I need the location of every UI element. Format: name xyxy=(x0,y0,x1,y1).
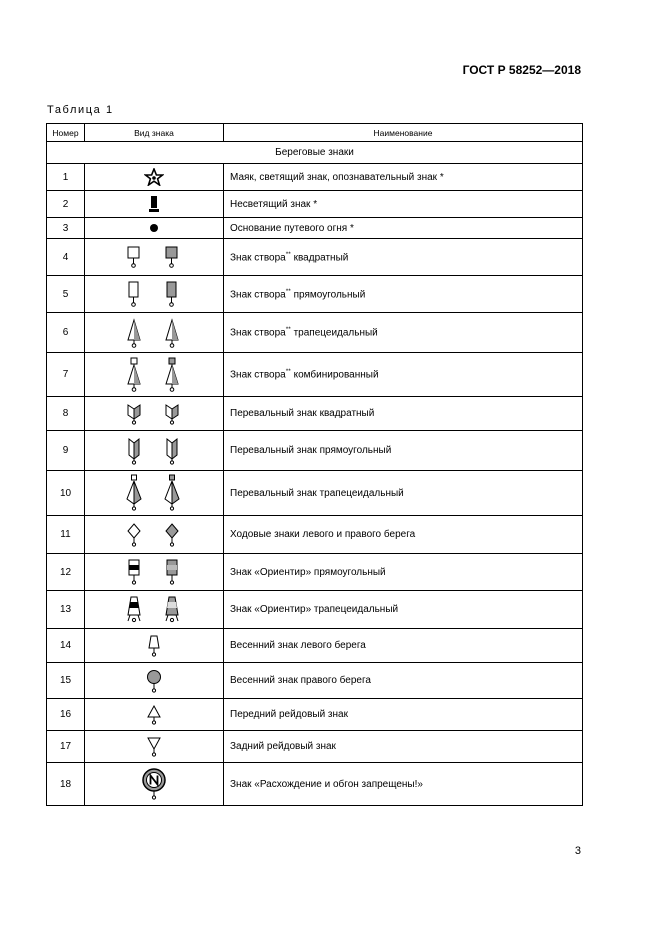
table-row xyxy=(47,218,583,239)
row-number: 4 xyxy=(47,239,85,276)
row-name: Знак створа** трапецеидальный xyxy=(224,313,583,353)
row-number: 10 xyxy=(47,471,85,516)
sign-cell xyxy=(85,471,224,516)
section-title: Береговые знаки xyxy=(47,142,583,164)
row-name: Перевальный знак квадратный xyxy=(224,397,583,431)
row-number: 15 xyxy=(47,663,85,699)
table-caption: Таблица 1 xyxy=(47,104,114,116)
table-row xyxy=(47,431,583,471)
standard-number: ГОСТ Р 58252—2018 xyxy=(462,63,581,77)
row-number: 17 xyxy=(47,731,85,763)
range-rect-sign-icon xyxy=(124,280,184,308)
sign-cell xyxy=(85,731,224,763)
sign-cell xyxy=(85,554,224,591)
range-combined-sign-icon xyxy=(124,357,184,393)
row-name: Ходовые знаки левого и правого берега xyxy=(224,516,583,554)
table-row xyxy=(47,164,583,191)
table-row xyxy=(47,191,583,218)
table-row xyxy=(47,591,583,629)
table-header-row xyxy=(47,124,583,142)
sign-cell xyxy=(85,397,224,431)
row-number: 2 xyxy=(47,191,85,218)
sign-cell xyxy=(85,431,224,471)
row-number: 16 xyxy=(47,699,85,731)
row-number: 12 xyxy=(47,554,85,591)
sign-cell xyxy=(85,516,224,554)
row-name: Передний рейдовый знак xyxy=(224,699,583,731)
row-number: 18 xyxy=(47,763,85,806)
table-row xyxy=(47,516,583,554)
star-sign-icon xyxy=(144,168,164,186)
sign-cell xyxy=(85,663,224,699)
sign-cell xyxy=(85,763,224,806)
rear-roadstead-sign-icon xyxy=(144,736,164,758)
sign-cell xyxy=(85,591,224,629)
col-number: Номер xyxy=(47,124,85,142)
table-row xyxy=(47,313,583,353)
sign-cell xyxy=(85,353,224,397)
table-row xyxy=(47,699,583,731)
row-number: 11 xyxy=(47,516,85,554)
row-number: 6 xyxy=(47,313,85,353)
landmark-trapezoid-sign-icon xyxy=(124,595,184,625)
light-base-icon xyxy=(149,223,159,233)
table-row xyxy=(47,239,583,276)
table-row xyxy=(47,397,583,431)
row-name: Перевальный знак прямоугольный xyxy=(224,431,583,471)
section-row xyxy=(47,142,583,164)
row-number: 5 xyxy=(47,276,85,313)
sign-cell xyxy=(85,276,224,313)
crossing-trapezoid-sign-icon xyxy=(124,474,184,512)
row-name: Знак створа** квадратный xyxy=(224,239,583,276)
table-row xyxy=(47,663,583,699)
row-number: 1 xyxy=(47,164,85,191)
row-name: Перевальный знак трапецеидальный xyxy=(224,471,583,516)
row-number: 13 xyxy=(47,591,85,629)
col-name: Наименование xyxy=(224,124,583,142)
crossing-square-sign-icon xyxy=(124,403,184,425)
crossing-rect-sign-icon xyxy=(124,437,184,465)
no-overtaking-sign-icon xyxy=(139,767,169,801)
front-roadstead-sign-icon xyxy=(144,704,164,726)
row-number: 9 xyxy=(47,431,85,471)
channel-sign-diamond-icon xyxy=(124,522,184,548)
range-trapezoid-sign-icon xyxy=(124,318,184,348)
row-number: 7 xyxy=(47,353,85,397)
row-name: Знак «Расхождение и обгон запрещены!» xyxy=(224,763,583,806)
page-number: 3 xyxy=(574,845,581,857)
row-number: 8 xyxy=(47,397,85,431)
sign-cell xyxy=(85,699,224,731)
table-row xyxy=(47,471,583,516)
row-name: Маяк, светящий знак, опознавательный знак * xyxy=(224,164,583,191)
sign-cell xyxy=(85,313,224,353)
spring-left-sign-icon xyxy=(144,634,164,658)
row-name: Задний рейдовый знак xyxy=(224,731,583,763)
table-row xyxy=(47,276,583,313)
sign-cell xyxy=(85,164,224,191)
row-name: Знак «Ориентир» прямоугольный xyxy=(224,554,583,591)
table-row xyxy=(47,731,583,763)
row-name: Знак створа** комбинированный xyxy=(224,353,583,397)
row-name: Несветящий знак * xyxy=(224,191,583,218)
row-name: Весенний знак левого берега xyxy=(224,629,583,663)
row-number: 3 xyxy=(47,218,85,239)
sign-cell xyxy=(85,218,224,239)
row-name: Весенний знак правого берега xyxy=(224,663,583,699)
table-row xyxy=(47,629,583,663)
unlit-sign-icon xyxy=(148,194,160,214)
table-row xyxy=(47,554,583,591)
table-row xyxy=(47,763,583,806)
sign-cell xyxy=(85,239,224,276)
col-sign: Вид знака xyxy=(85,124,224,142)
row-number: 14 xyxy=(47,629,85,663)
landmark-rect-sign-icon xyxy=(124,558,184,586)
row-name: Основание путевого огня * xyxy=(224,218,583,239)
spring-right-sign-icon xyxy=(144,668,164,694)
sign-cell xyxy=(85,191,224,218)
row-name: Знак створа** прямоугольный xyxy=(224,276,583,313)
sign-cell xyxy=(85,629,224,663)
range-square-sign-icon xyxy=(124,245,184,269)
row-name: Знак «Ориентир» трапецеидальный xyxy=(224,591,583,629)
table-row xyxy=(47,353,583,397)
signs-table xyxy=(46,123,583,806)
